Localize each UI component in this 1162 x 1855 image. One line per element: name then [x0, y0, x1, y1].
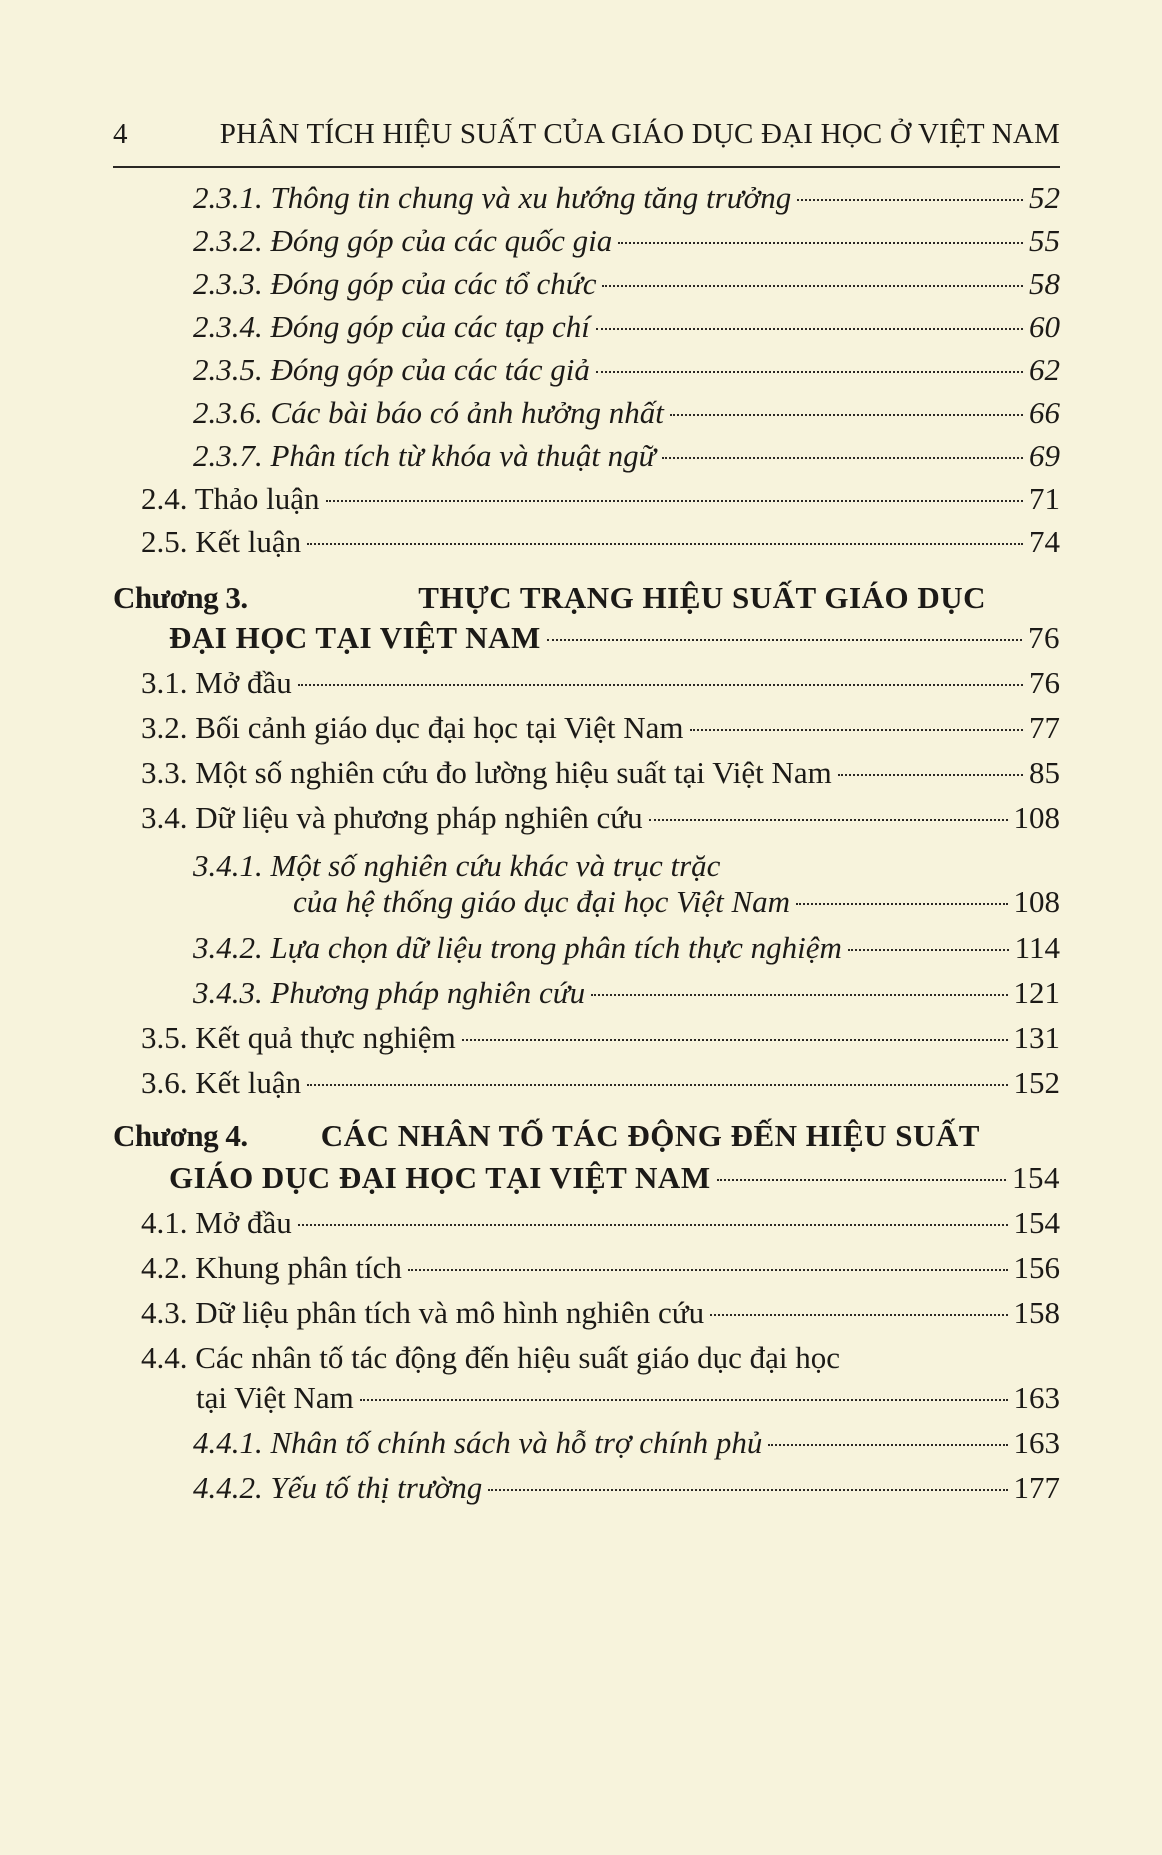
leader-dots — [662, 457, 1023, 459]
leader-dots — [838, 774, 1023, 776]
toc-entry-2-3-2[interactable]: 2.3.2. Đóng góp của các quốc gia 55 — [193, 223, 1060, 258]
toc-entry-2-3-1[interactable]: 2.3.1. Thông tin chung và xu hướng tăng trưởng 52 — [193, 180, 1060, 215]
leader-dots — [690, 729, 1023, 731]
toc-entry-3-1[interactable]: 3.1. Mở đầu 76 — [141, 665, 1060, 700]
leader-dots — [307, 543, 1023, 545]
header-rule — [113, 166, 1060, 168]
toc-page: 76 — [1028, 620, 1060, 655]
toc-entry-2-3-4[interactable]: 2.3.4. Đóng góp của các tạp chí 60 — [193, 309, 1060, 344]
toc-page: 77 — [1029, 710, 1060, 745]
toc-entry-4-4-2[interactable]: 4.4.2. Yếu tố thị trường 177 — [193, 1470, 1060, 1505]
toc-entry-2-5[interactable]: 2.5. Kết luận 74 — [141, 524, 1060, 559]
toc-entry-3-6[interactable]: 3.6. Kết luận 152 — [141, 1065, 1060, 1100]
leader-dots — [298, 684, 1023, 686]
toc-page: 131 — [1013, 1020, 1060, 1055]
toc-entry-chapter-3[interactable]: ĐẠI HỌC TẠI VIỆT NAM 76 — [169, 620, 1060, 655]
toc-page: 121 — [1013, 975, 1060, 1010]
toc-entry-2-3-7[interactable]: 2.3.7. Phân tích từ khóa và thuật ngữ 69 — [193, 438, 1060, 473]
leader-dots — [768, 1444, 1007, 1446]
toc-entry-3-4-1[interactable]: của hệ thống giáo dục đại học Việt Nam 108 — [293, 884, 1060, 919]
leader-dots — [602, 285, 1023, 287]
toc-page: 177 — [1013, 1470, 1060, 1505]
leader-dots — [649, 819, 1008, 821]
page-number: 4 — [113, 118, 128, 150]
leader-dots — [710, 1314, 1007, 1316]
running-header — [113, 118, 1060, 151]
toc-entry-3-5[interactable]: 3.5. Kết quả thực nghiệm 131 — [141, 1020, 1060, 1055]
toc-page: 69 — [1029, 438, 1060, 473]
leader-dots — [547, 639, 1022, 641]
toc-page: 60 — [1029, 309, 1060, 344]
chapter-4-heading[interactable]: Chương 4. CÁC NHÂN TỐ TÁC ĐỘNG ĐẾN HIỆU SUẤT — [113, 1118, 980, 1153]
toc-page: 163 — [1013, 1380, 1060, 1415]
chapter-3-heading[interactable]: Chương 3. THỰC TRẠNG HIỆU SUẤT GIÁO DỤC — [113, 580, 986, 615]
toc-entry-4-3[interactable]: 4.3. Dữ liệu phân tích và mô hình nghiên cứu 158 — [141, 1295, 1060, 1330]
toc-entry-2-3-3[interactable]: 2.3.3. Đóng góp của các tổ chức 58 — [193, 266, 1060, 301]
leader-dots — [298, 1224, 1008, 1226]
toc-page: 152 — [1013, 1065, 1060, 1100]
toc-page: 108 — [1013, 884, 1060, 919]
toc-entry-3-3[interactable]: 3.3. Một số nghiên cứu đo lường hiệu suất tại Việt Nam 85 — [141, 755, 1060, 790]
toc-entry-3-4[interactable]: 3.4. Dữ liệu và phương pháp nghiên cứu 108 — [141, 800, 1060, 835]
leader-dots — [326, 500, 1023, 502]
leader-dots — [307, 1084, 1007, 1086]
toc-entry-4-1[interactable]: 4.1. Mở đầu 154 — [141, 1205, 1060, 1240]
leader-dots — [360, 1399, 1008, 1401]
toc-entry-4-4[interactable]: tại Việt Nam 163 — [196, 1380, 1060, 1415]
toc-page: 62 — [1029, 352, 1060, 387]
toc-page: 66 — [1029, 395, 1060, 430]
toc-page: 163 — [1013, 1425, 1060, 1460]
leader-dots — [408, 1269, 1008, 1271]
leader-dots — [591, 994, 1007, 996]
leader-dots — [670, 414, 1023, 416]
toc-entry-4-4-line1[interactable]: 4.4. Các nhân tố tác động đến hiệu suất giáo dục đại học — [141, 1340, 841, 1375]
toc-page: 52 — [1029, 180, 1060, 215]
toc-page: 156 — [1013, 1250, 1060, 1285]
leader-dots — [796, 903, 1007, 905]
toc-entry-2-4[interactable]: 2.4. Thảo luận 71 — [141, 481, 1060, 516]
leader-dots — [596, 328, 1023, 330]
toc-entry-4-4-1[interactable]: 4.4.1. Nhân tố chính sách và hỗ trợ chính phủ 163 — [193, 1425, 1060, 1460]
toc-entry-3-4-2[interactable]: 3.4.2. Lựa chọn dữ liệu trong phân tích thực nghiệm 114 — [193, 930, 1060, 965]
toc-page: 114 — [1014, 930, 1060, 965]
book-title: PHÂN TÍCH HIỆU SUẤT CỦA GIÁO DỤC ĐẠI HỌC Ở VIỆT NAM — [219, 118, 1060, 150]
toc-page: 55 — [1029, 223, 1060, 258]
leader-dots — [717, 1179, 1006, 1181]
toc-page: 108 — [1013, 800, 1060, 835]
toc-page: 85 — [1029, 755, 1060, 790]
toc-entry-3-4-1-line1[interactable]: 3.4.1. Một số nghiên cứu khác và trục trặc — [193, 848, 721, 883]
toc-page: 71 — [1029, 481, 1060, 516]
toc-entry-4-2[interactable]: 4.2. Khung phân tích 156 — [141, 1250, 1060, 1285]
toc-entry-3-2[interactable]: 3.2. Bối cảnh giáo dục đại học tại Việt Nam 77 — [141, 710, 1060, 745]
leader-dots — [618, 242, 1023, 244]
leader-dots — [848, 949, 1009, 951]
toc-page: 154 — [1012, 1160, 1060, 1195]
toc-page: 74 — [1029, 524, 1060, 559]
leader-dots — [596, 371, 1023, 373]
leader-dots — [797, 199, 1023, 201]
toc-entry-2-3-6[interactable]: 2.3.6. Các bài báo có ảnh hưởng nhất 66 — [193, 395, 1060, 430]
leader-dots — [488, 1489, 1007, 1491]
toc-page: 154 — [1013, 1205, 1060, 1240]
toc-entry-chapter-4[interactable]: GIÁO DỤC ĐẠI HỌC TẠI VIỆT NAM 154 — [169, 1160, 1060, 1195]
toc-page: 58 — [1029, 266, 1060, 301]
toc-entry-3-4-3[interactable]: 3.4.3. Phương pháp nghiên cứu 121 — [193, 975, 1060, 1010]
leader-dots — [462, 1039, 1008, 1041]
toc-entry-2-3-5[interactable]: 2.3.5. Đóng góp của các tác giả 62 — [193, 352, 1060, 387]
toc-page: 76 — [1029, 665, 1060, 700]
toc-page: 158 — [1013, 1295, 1060, 1330]
